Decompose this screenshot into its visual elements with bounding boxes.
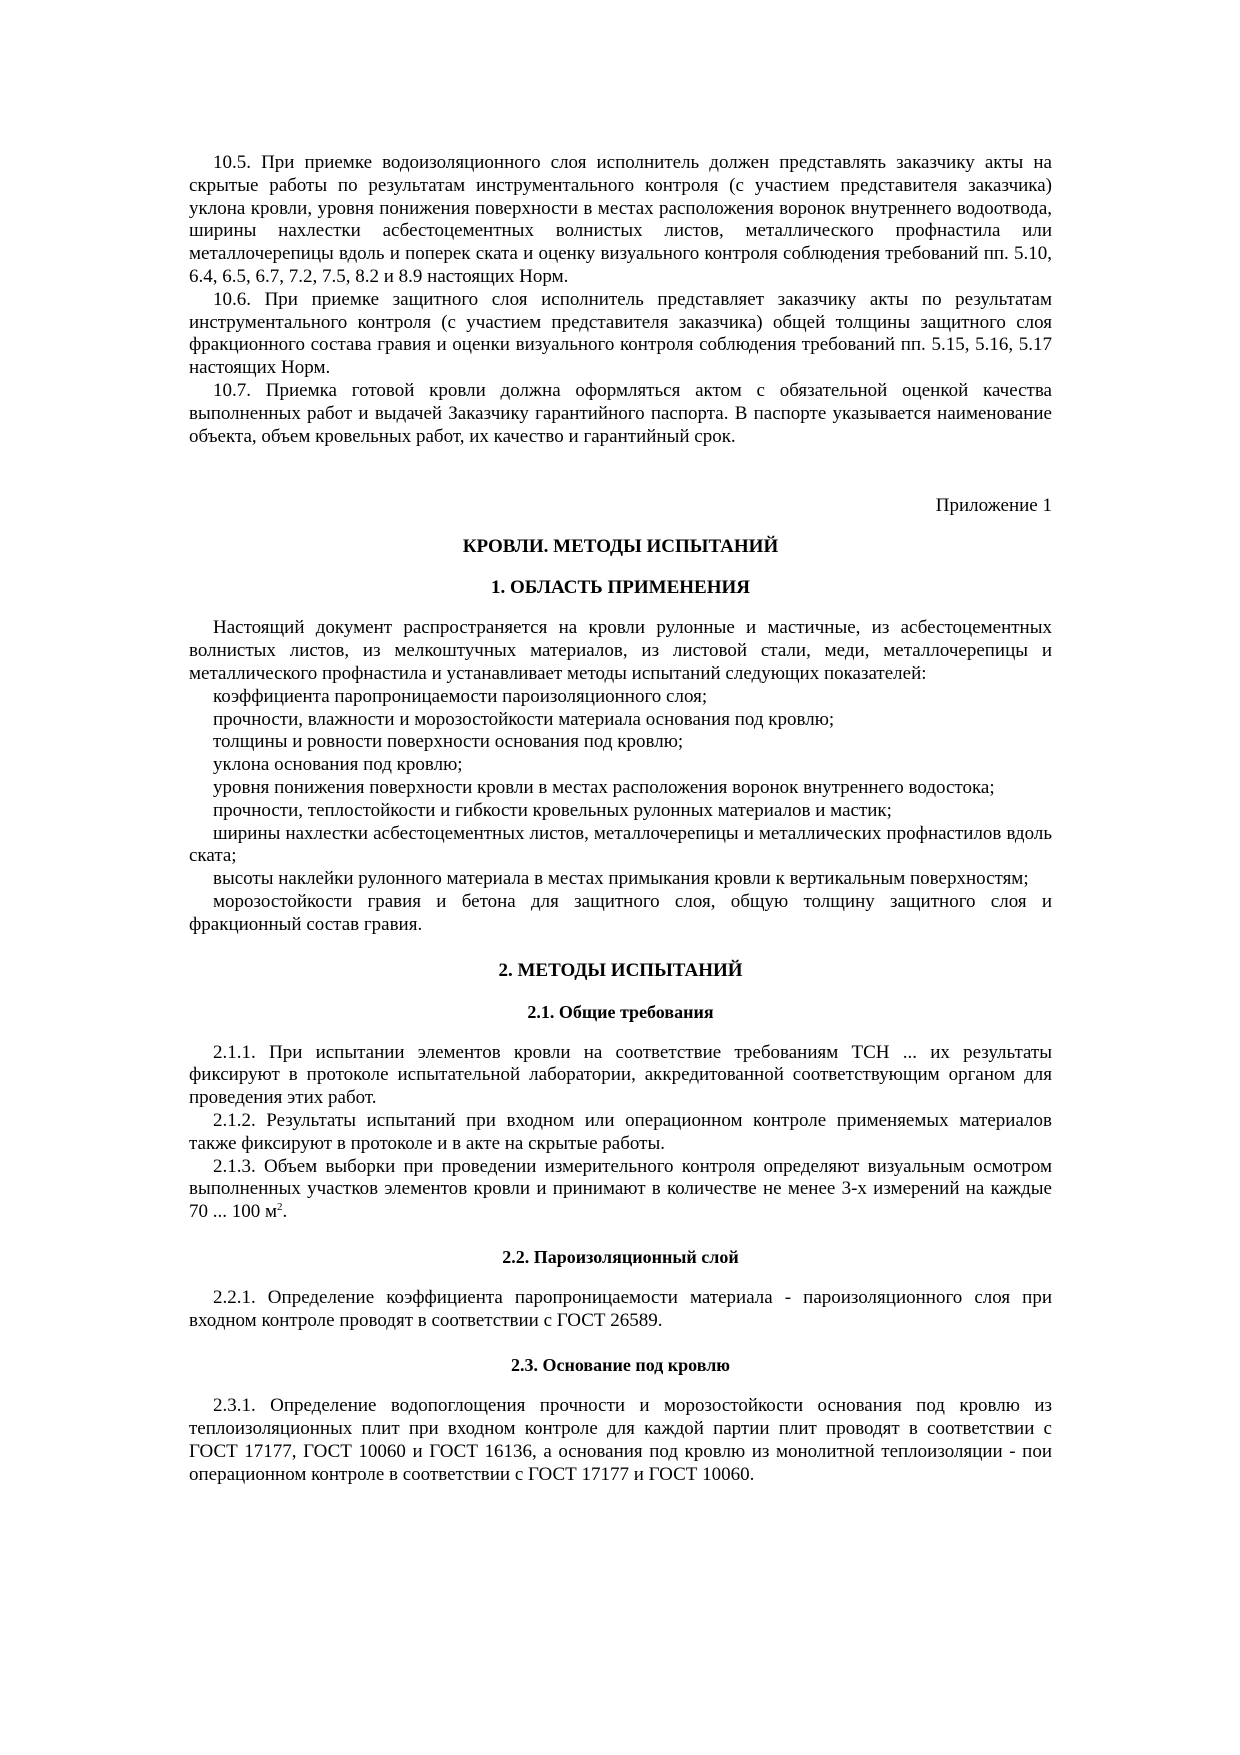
paragraph-2-1-3-text: 2.1.3. Объем выборки при проведении измерительного контроля определяют визуальным осмотром выполненных участков элементов кровли и принимают в количестве не менее 3-х измерений на каждые 70 ... 100 м (189, 1155, 1052, 1223)
list-item: ширины нахлестки асбестоцементных листов, металлочерепицы и металлических профнастилов вдоль ската; (189, 822, 1052, 867)
paragraph-2-3-1: 2.3.1. Определение водопоглощения прочности и морозостойкости основания под кровлю из теплоизоляционных плит при входном контроле для каждой партии плит проводят в соответствии с ГОСТ 17177, ГОСТ 10060 и ГОСТ 16136, а основания под кровлю из монолитной теплоизоляции - пои операционном контроле в соответствии с ГОСТ 17177 и ГОСТ 10060. (189, 1395, 1052, 1485)
paragraph-2-2-1: 2.2.1. Определение коэффициента паропроницаемости материала - пароизоляционного слоя при входном контроле проводят в соответствии с ГОСТ 26589. (189, 1286, 1052, 1331)
list-item: прочности, теплостойкости и гибкости кровельных рулонных материалов и мастик; (213, 799, 892, 821)
paragraph-10-7: 10.7. Приемка готовой кровли должна оформляться актом с обязательной оценкой качества выполненных работ и выдачей Заказчику гарантийного паспорта. В паспорте указывается наименование объекта, объем кровельных работ, их качество и гарантийный срок. (189, 379, 1052, 447)
list-item: прочности, влажности и морозостойкости материала основания под кровлю; (213, 708, 835, 730)
list-item: коэффициента паропроницаемости пароизоляционного слоя; (213, 685, 708, 707)
paragraph-10-6: 10.6. При приемке защитного слоя исполнитель представляет заказчику акты по результатам инструментального контроля (с участием представителя заказчика) общей толщины защитного слоя фракционного состава гравия и оценки визуального контроля соблюдения требований пп. 5.15, 5.16, 5.17 настоящих Норм. (189, 288, 1052, 379)
section-2-heading: 2. МЕТОДЫ ИСПЫТАНИЙ (498, 959, 743, 981)
section-1-intro: Настоящий документ распространяется на кровли рулонные и мастичные, из асбестоцементных волнистых листов, из мелкоштучных материалов, из листовой стали, меди, металлочерепицы и металлического профнастила и устанавливает методы испытаний следующих показателей: (189, 617, 1052, 684)
subsection-2-1-heading: 2.1. Общие требования (527, 1001, 714, 1022)
subsection-2-3-heading: 2.3. Основание под кровлю (510, 1355, 731, 1376)
superscript-2: 2 (277, 1201, 283, 1214)
appendix-title: КРОВЛИ. МЕТОДЫ ИСПЫТАНИЙ (462, 536, 779, 558)
paragraph-2-1-3-end: . (282, 1201, 288, 1223)
paragraph-2-1-2: 2.1.2. Результаты испытаний при входном или операционном контроле применяемых материалов также фиксируют в протоколе и в акте на скрытые работы. (189, 1109, 1052, 1154)
paragraph-10-5: 10.5. При приемке водоизоляционного слоя исполнитель должен представлять заказчику акты на скрытые работы по результатам инструментального контроля (с участием представителя заказчика) уклона кровли, уровня понижения поверхности в местах расположения воронок внутреннего водоотвода, ширины нахлестки асбестоцементных волнистых листов, металлического профнастила или металлочерепицы вдоль и поперек ската и оценку визуального контроля соблюдения требований пп. 5.10, 6.4, 6.5, 6.7, 7.2, 7.5, 8.2 и 8.9 настоящих Норм. (189, 152, 1052, 287)
list-item: морозостойкости гравия и бетона для защитного слоя, общую толщину защитного слоя и фракционный состав гравия. (189, 890, 1052, 935)
list-item: толщины и ровности поверхности основания под кровлю; (213, 731, 684, 753)
subsection-2-2-heading: 2.2. Пароизоляционный слой (502, 1246, 739, 1267)
list-item: уклона основания под кровлю; (213, 754, 463, 776)
list-item: уровня понижения поверхности кровли в местах расположения воронок внутреннего водостока; (213, 776, 995, 798)
paragraph-2-1-1: 2.1.1. При испытании элементов кровли на соответствие требованиям ТСН ... их результаты фиксируют в протоколе испытательной лаборатории, аккредитованной соответствующим органом для проведения этих работ. (189, 1041, 1052, 1109)
appendix-label: Приложение 1 (935, 495, 1052, 517)
section-1-heading: 1. ОБЛАСТЬ ПРИМЕНЕНИЯ (490, 577, 750, 599)
paragraph-2-1-3 (189, 1156, 1052, 1224)
list-item: высоты наклейки рулонного материала в местах примыкания кровли к вертикальным поверхностям; (213, 868, 1029, 890)
